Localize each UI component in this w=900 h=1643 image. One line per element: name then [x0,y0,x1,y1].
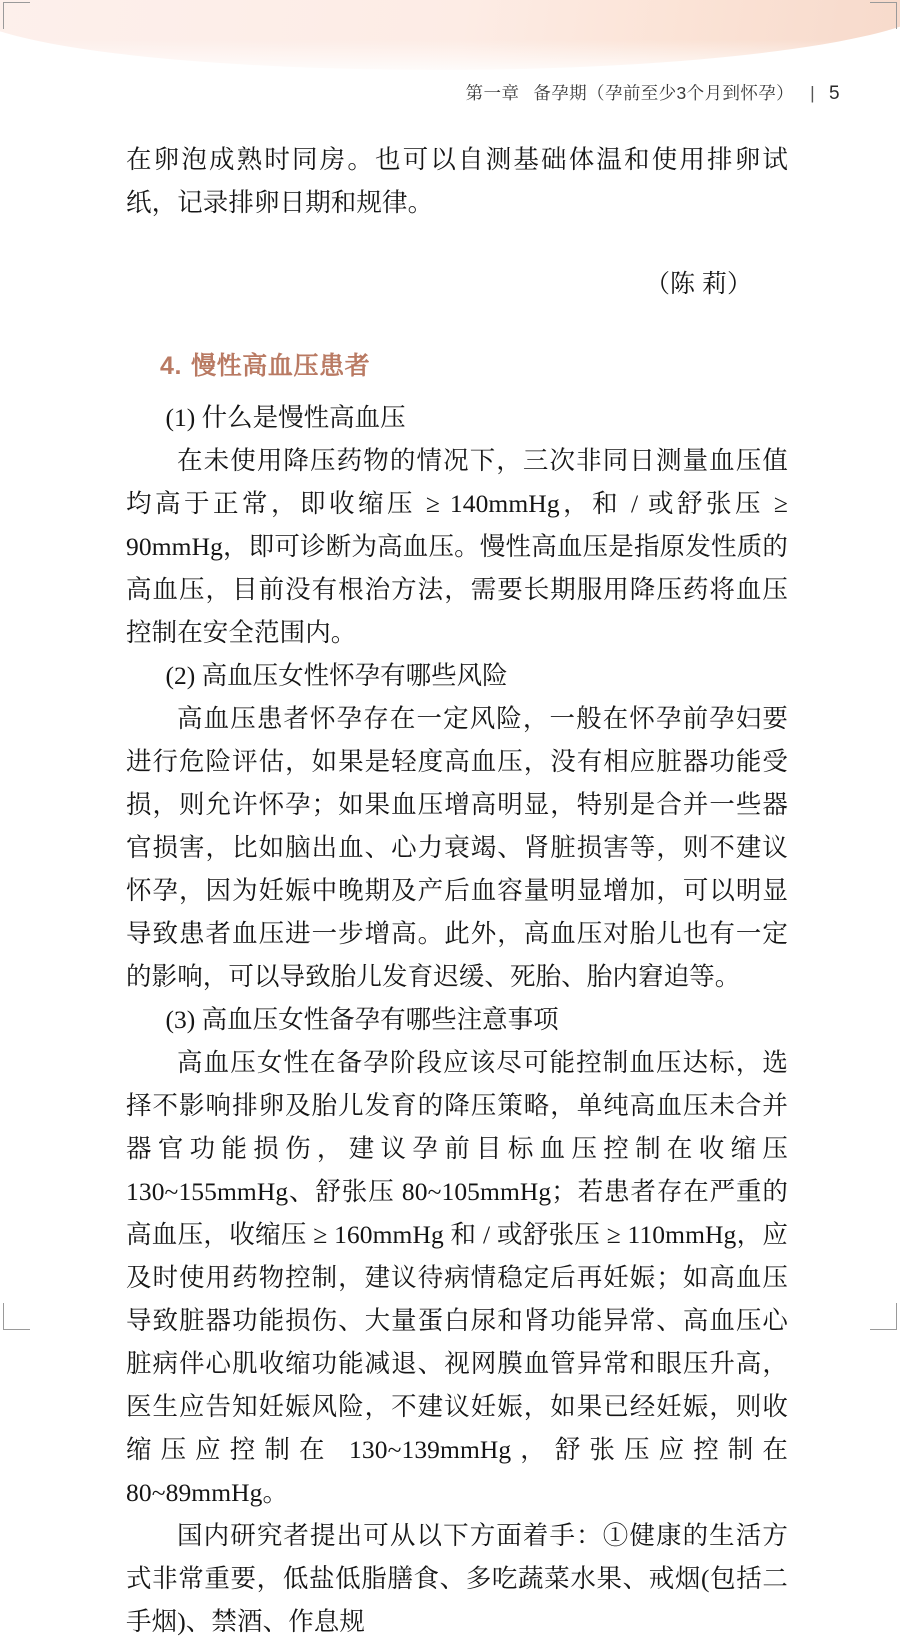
section-heading [160,346,788,382]
decorative-top-band [0,0,900,76]
page-number: 5 [829,83,840,104]
crop-mark-bottom-left [3,1303,30,1330]
decorative-top-band-fade [0,0,900,72]
paragraph-4: 高血压女性在备孕阶段应该尽可能控制血压达标，选择不影响排卵及胎儿发育的降压策略，单纯高血压未合并器官功能损伤，建议孕前目标血压控制在收缩压 130~155mmHg、舒张压 80~105mmHg；若患者存在严重的高血压，收缩压 ≥ 160mmHg 和 / 或舒张压 ≥ 110mmHg，应及时使用药物控制，建议待病情稳定后再妊娠；如高血压导致脏器功能损伤、大量蛋白尿和肾功能异常、高血压心脏病伴心肌收缩功能减退、视网膜血管异常和眼压升高，医生应告知妊娠风险，不建议妊娠，如果已经妊娠，则收缩压应控制在 130~139mmHg，舒张压应控制在 80~89mmHg。 [126,1048,788,1507]
author-signature: （陈 莉） [645,270,752,298]
crop-mark-bottom-right [870,1303,897,1330]
sub-heading-1: (1) 什么是慢性高血压 [165,403,406,432]
running-header [0,80,840,105]
header-chapter-title: 备孕期（孕前至少3个月到怀孕） [533,83,795,103]
section-heading-text: 慢性高血压患者 [191,352,371,380]
paragraph-5: 国内研究者提出可从以下方面着手：①健康的生活方式非常重要，低盐低脂膳食、多吃蔬菜水果、戒烟(包括二手烟)、禁酒、作息规 [126,1521,788,1636]
paragraph-2: 在未使用降压药物的情况下，三次非同日测量血压值均高于正常，即收缩压 ≥ 140mmHg，和 / 或舒张压 ≥ 90mmHg，即可诊断为高血压。慢性高血压是指原发性质的高血压，目前没有根治方法，需要长期服用降压药将血压控制在安全范围内。 [126,446,788,647]
page-body [126,138,788,1643]
paragraph-3: 高血压患者怀孕存在一定风险，一般在怀孕前孕妇要进行危险评估，如果是轻度高血压，没有相应脏器功能受损，则允许怀孕；如果血压增高明显，特别是合并一些器官损害，比如脑出血、心力衰竭、肾脏损害等，则不建议怀孕，因为妊娠中晚期及产后血容量明显增加，可以明显导致患者血压进一步增高。此外，高血压对胎儿也有一定的影响，可以导致胎儿发育迟缓、死胎、胎内窘迫等。 [126,704,788,991]
sub-heading-3: (3) 高血压女性备孕有哪些注意事项 [165,1005,559,1034]
crop-mark-top-left [3,2,30,29]
paragraph-continuation: 在卵泡成熟时同房。也可以自测基础体温和使用排卵试纸，记录排卵日期和规律。 [126,145,788,217]
sub-heading-2: (2) 高血压女性怀孕有哪些风险 [165,661,508,690]
header-chapter-number: 第一章 [465,83,520,103]
crop-mark-top-right [870,2,897,29]
section-heading-number: 4. [160,352,183,380]
header-separator: | [810,83,816,103]
